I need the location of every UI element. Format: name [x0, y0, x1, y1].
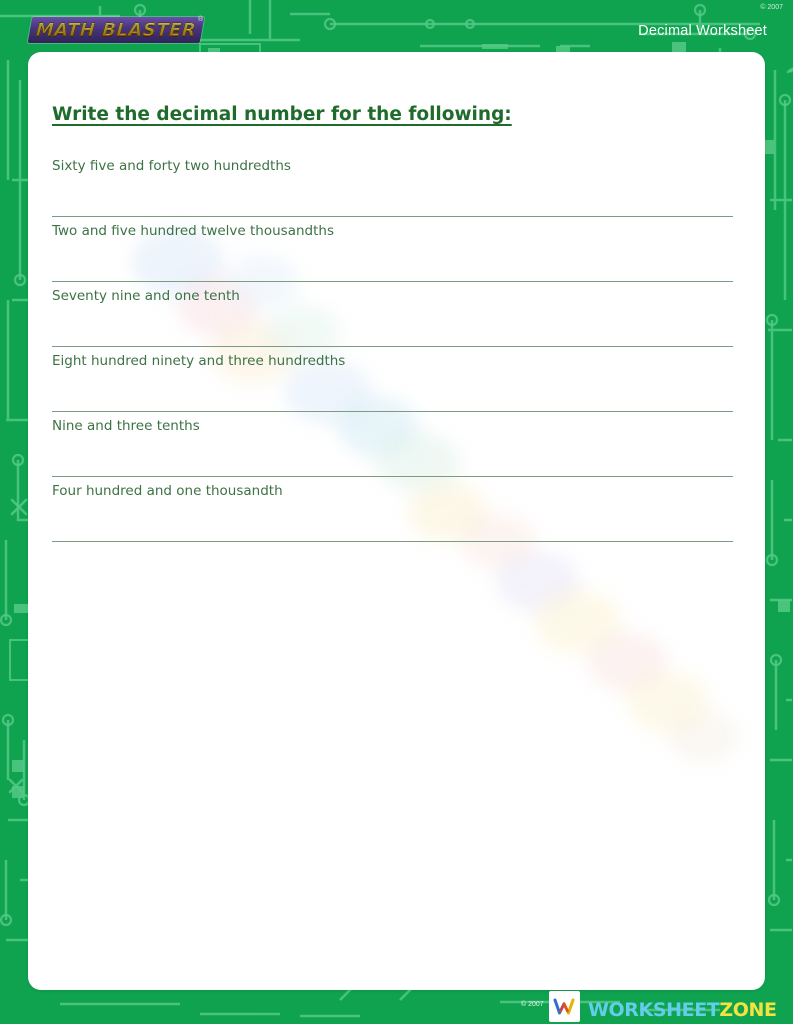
worksheet-zone-wordmark: [588, 999, 777, 1021]
math-blaster-logo-text: MATH BLASTER: [35, 19, 197, 41]
question-row: [52, 412, 733, 477]
question-row: [52, 217, 733, 282]
question-row: [52, 282, 733, 347]
question-text: Sixty five and forty two hundredths: [52, 158, 291, 174]
page-header: [0, 0, 793, 52]
question-text: Four hundred and one thousandth: [52, 483, 283, 499]
worksheet-card: [28, 52, 765, 990]
answer-line[interactable]: [52, 541, 733, 542]
question-row: [52, 347, 733, 412]
worksheet-category-label: Decimal Worksheet: [638, 23, 767, 39]
question-text: Nine and three tenths: [52, 418, 200, 434]
wordmark-worksheet: WORKSHEET: [588, 999, 720, 1021]
question-row: [52, 477, 733, 542]
registered-trademark-mark: ®: [198, 16, 204, 23]
math-blaster-logo: [28, 17, 205, 43]
question-text: Two and five hundred twelve thousandths: [52, 223, 334, 239]
page-title: Write the decimal number for the following:: [52, 104, 512, 125]
copyright-left: © 2007: [521, 1001, 544, 1008]
question-row: [52, 152, 733, 217]
worksheet-zone-logo-icon: [549, 991, 580, 1022]
question-text: Seventy nine and one tenth: [52, 288, 240, 304]
wordmark-zone: ZONE: [719, 999, 777, 1021]
question-text: Eight hundred ninety and three hundredths: [52, 353, 346, 369]
question-list: [52, 152, 733, 542]
copyright-right: © 2007: [760, 4, 783, 11]
